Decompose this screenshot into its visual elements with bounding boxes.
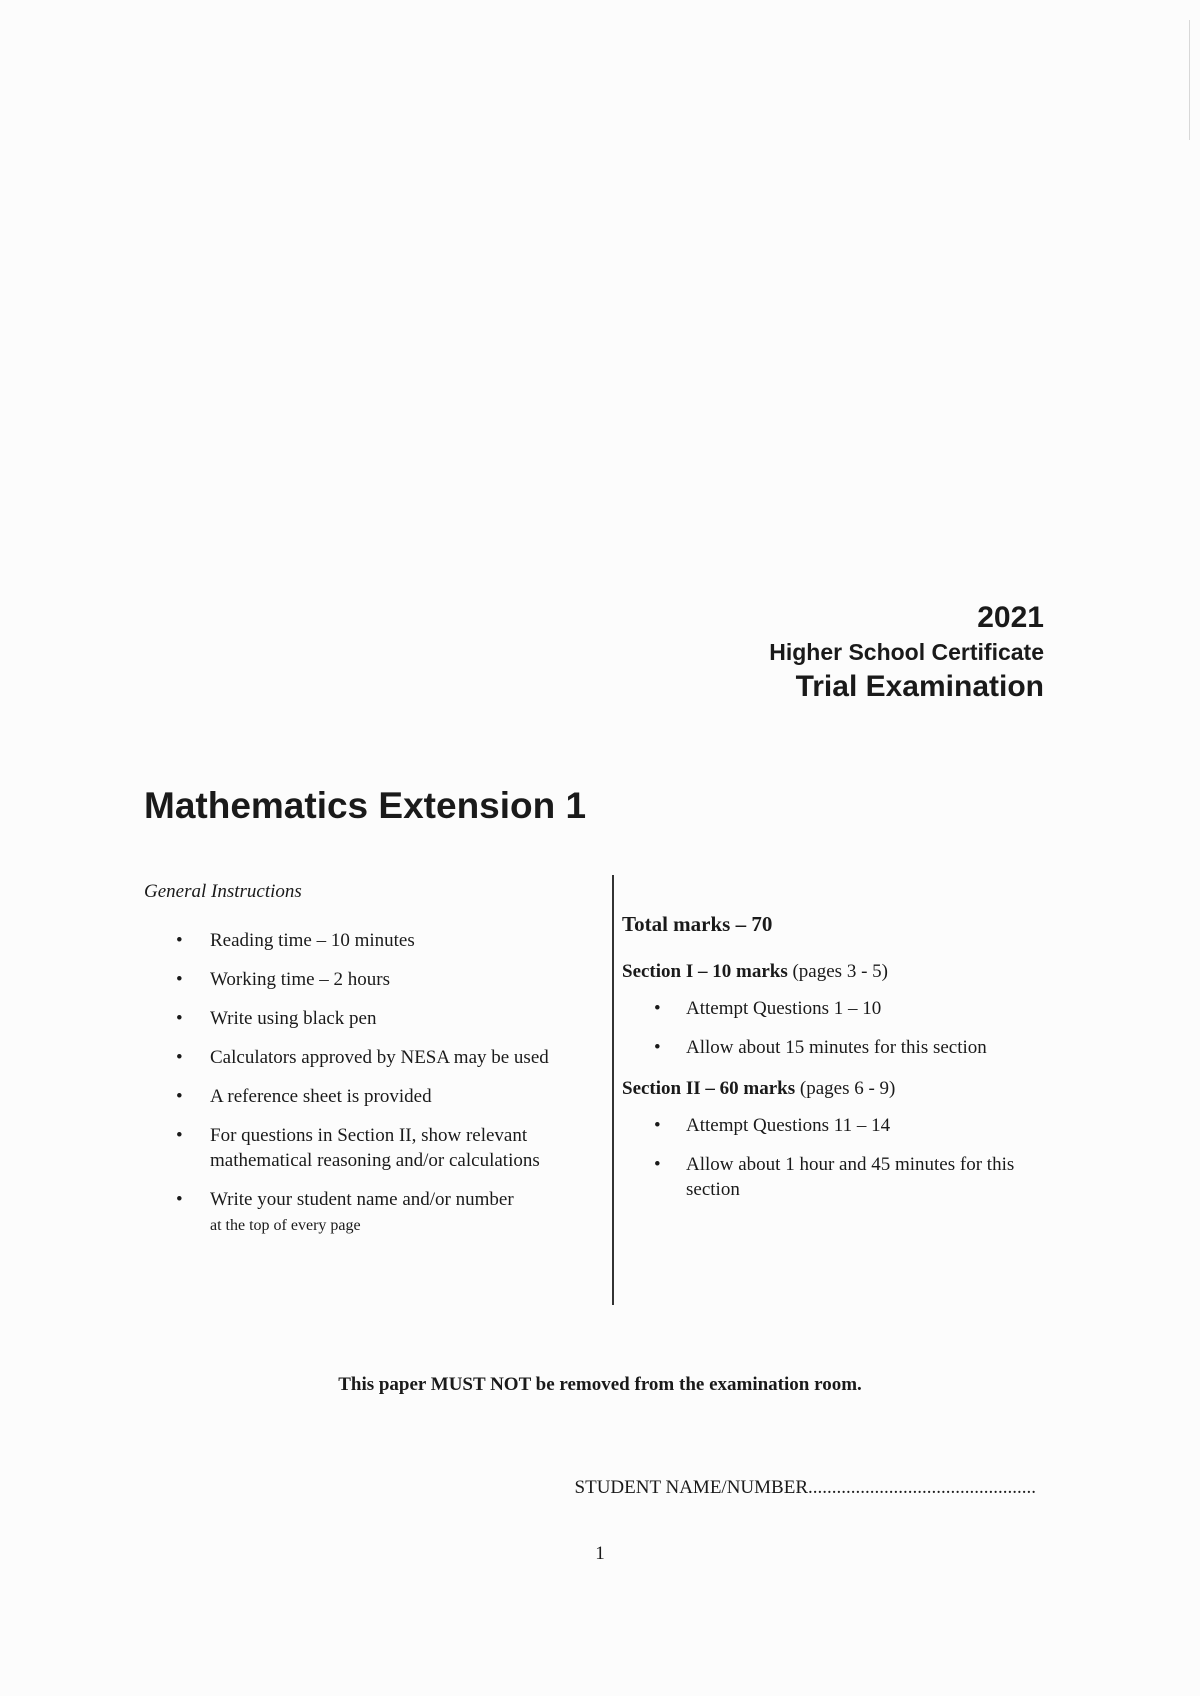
section-1-heading	[622, 959, 1062, 984]
section-2-item: • Allow about 1 hour and 45 minutes for this section	[654, 1152, 1062, 1202]
instruction-item: • Calculators approved by NESA may be used	[176, 1045, 576, 1070]
instruction-item-name-line2: at the top of every page	[210, 1217, 361, 1234]
instructions-list	[176, 928, 576, 1252]
instruction-item: • For questions in Section II, show relevant mathematical reasoning and/or calculations	[176, 1123, 576, 1173]
subject-title: Mathematics Extension 1	[144, 785, 587, 826]
section-2-label: Section II – 60 marks	[622, 1078, 796, 1099]
section-1-list	[622, 996, 1062, 1060]
instruction-item: • Write using black pen	[176, 1006, 576, 1031]
section-2-heading	[622, 1076, 1062, 1101]
removal-notice: This paper MUST NOT be removed from the examination room.	[338, 1374, 862, 1395]
section-1-item: • Allow about 15 minutes for this section	[654, 1035, 1062, 1060]
exam-type: Trial Examination	[795, 670, 1044, 703]
instruction-item-name-line1: Write your student name and/or number	[210, 1189, 514, 1210]
marks-column	[622, 912, 1062, 1218]
section-1-label: Section I – 10 marks	[622, 961, 788, 982]
instruction-item-name	[176, 1187, 576, 1238]
column-divider	[612, 875, 614, 1305]
exam-year: 2021	[977, 601, 1044, 634]
section-2-item: • Attempt Questions 11 – 14	[654, 1113, 1062, 1138]
section-2-list	[622, 1113, 1062, 1202]
page-number: 1	[595, 1543, 605, 1564]
scan-edge-mark	[1189, 20, 1190, 140]
section-1-pages: (pages 3 - 5)	[792, 961, 888, 982]
certificate-title: Higher School Certificate	[769, 639, 1044, 665]
total-marks: Total marks – 70	[622, 912, 773, 936]
instruction-item: • A reference sheet is provided	[176, 1084, 576, 1109]
section-2-pages: (pages 6 - 9)	[799, 1078, 896, 1099]
instructions-heading: General Instructions	[144, 881, 302, 902]
section-1-item: • Attempt Questions 1 – 10	[654, 996, 1062, 1021]
instruction-item: • Working time – 2 hours	[176, 967, 576, 992]
instruction-item: • Reading time – 10 minutes	[176, 928, 576, 953]
exam-header	[769, 600, 1044, 706]
student-name-field: STUDENT NAME/NUMBER................................................	[574, 1477, 1036, 1498]
